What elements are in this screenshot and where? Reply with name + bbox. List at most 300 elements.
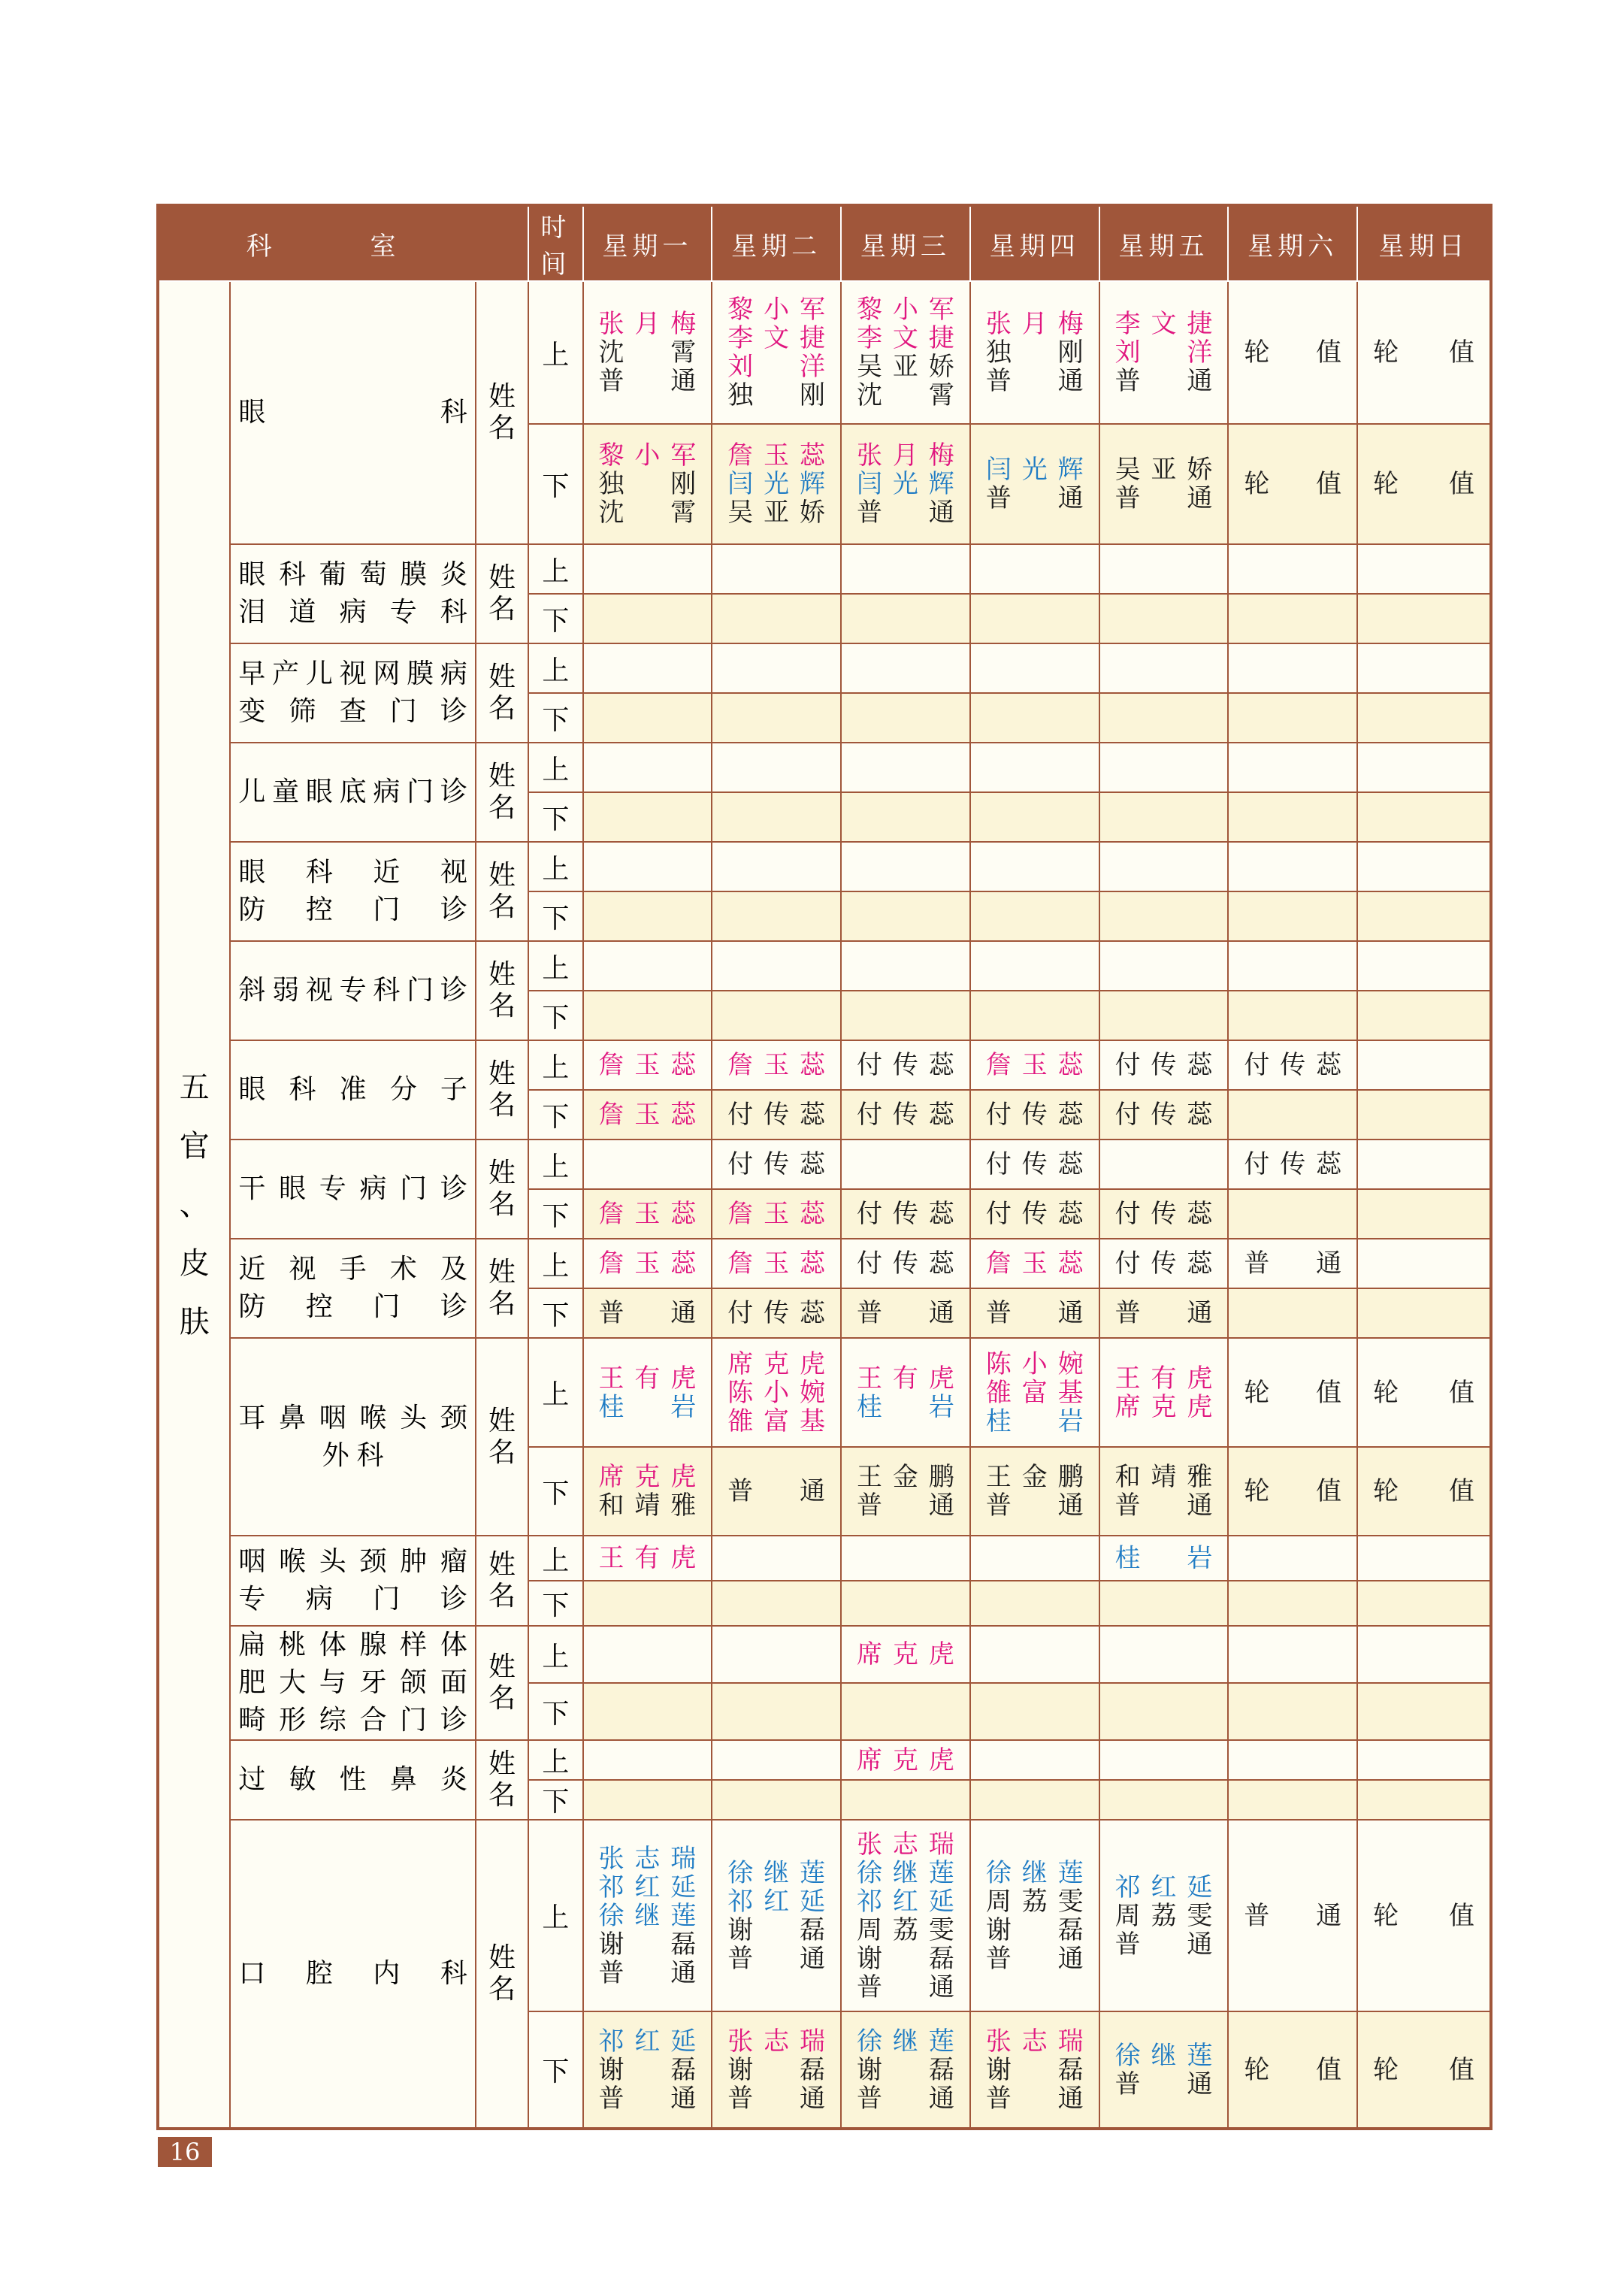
doctor-name: 付 传 蕊 — [1114, 1100, 1213, 1130]
department-name — [230, 1626, 475, 1740]
doctor-name: 闫 光 辉 — [985, 455, 1084, 485]
schedule-cell — [1357, 1447, 1490, 1536]
schedule-cell — [841, 1683, 970, 1740]
schedule-cell — [1357, 594, 1490, 643]
session-am: 上 — [528, 941, 582, 991]
schedule-cell — [970, 991, 1099, 1040]
schedule-cell — [1099, 1447, 1229, 1536]
schedule-cell — [1228, 1239, 1357, 1288]
doctor-name: 普 通 — [857, 1298, 954, 1328]
session-am: 上 — [528, 643, 582, 693]
session-am: 上 — [528, 1040, 582, 1090]
doctor-name: 周 荔 雯 — [857, 1914, 954, 1945]
schedule-cell — [841, 1338, 970, 1447]
doctor-name: 桂 岩 — [598, 1391, 697, 1422]
schedule-cell — [583, 1581, 712, 1626]
schedule-cell — [583, 594, 712, 643]
schedule-row — [159, 1536, 1490, 1581]
doctor-name: 张 志 瑞 — [985, 2026, 1084, 2057]
department-line: 专 病 门 诊 — [238, 1584, 467, 1615]
doctor-name: 普 通 — [598, 1957, 697, 1988]
schedule-cell — [1099, 1140, 1229, 1189]
doctor-name: 轮 值 — [1244, 1377, 1342, 1408]
schedule-cell — [1099, 693, 1229, 743]
schedule-cell — [841, 2011, 970, 2128]
schedule-cell — [1228, 1140, 1357, 1189]
schedule-cell — [712, 1239, 841, 1288]
schedule-cell — [970, 693, 1099, 743]
doctor-name: 黎 小 军 — [727, 295, 826, 325]
schedule-cell — [970, 891, 1099, 941]
name-label: 姓 名 — [476, 1040, 528, 1140]
session-am: 上 — [528, 842, 582, 891]
session-am: 上 — [528, 1239, 582, 1288]
schedule-cell — [583, 1338, 712, 1447]
schedule-cell — [841, 1239, 970, 1288]
schedule-cell — [1357, 1740, 1490, 1780]
schedule-cell — [970, 1338, 1099, 1447]
schedule-cell — [841, 594, 970, 643]
doctor-name: 普 通 — [1114, 483, 1213, 513]
doctor-name: 李 文 捷 — [857, 323, 954, 353]
doctor-name: 詹 玉 蕊 — [598, 1050, 697, 1080]
schedule-cell — [970, 643, 1099, 693]
doctor-name: 谢 磊 — [985, 1914, 1084, 1945]
session-pm: 下 — [528, 991, 582, 1040]
page-number: 16 — [158, 2137, 212, 2167]
schedule-cell — [970, 1239, 1099, 1288]
department-name — [230, 281, 475, 544]
name-label: 姓 名 — [476, 1820, 528, 2128]
schedule-cell — [712, 1740, 841, 1780]
doctor-name: 席 克 虎 — [857, 1639, 954, 1669]
schedule-cell — [841, 544, 970, 594]
schedule-cell — [583, 1683, 712, 1740]
schedule-cell — [1228, 281, 1357, 424]
session-pm: 下 — [528, 2011, 582, 2128]
doctor-name: 普 通 — [1114, 2069, 1213, 2099]
schedule-cell — [1357, 792, 1490, 842]
schedule-cell — [1099, 1090, 1229, 1140]
schedule-cell — [583, 643, 712, 693]
schedule-cell — [841, 1288, 970, 1338]
doctor-name: 王 有 虎 — [598, 1543, 697, 1573]
doctor-name: 黎 小 军 — [598, 440, 697, 471]
schedule-cell — [583, 1140, 712, 1189]
schedule-cell — [1228, 1189, 1357, 1239]
doctor-name: 张 月 梅 — [857, 440, 954, 471]
schedule-cell — [1228, 1338, 1357, 1447]
session-am: 上 — [528, 544, 582, 594]
schedule-cell — [1357, 643, 1490, 693]
doctor-name: 徐 继 莲 — [1114, 2040, 1213, 2071]
doctor-name: 和 靖 雅 — [598, 1491, 697, 1521]
schedule-cell — [1228, 1040, 1357, 1090]
category-char: 官 — [179, 1128, 210, 1164]
schedule-cell — [1228, 1581, 1357, 1626]
session-pm: 下 — [528, 1288, 582, 1338]
schedule-row — [159, 1140, 1490, 1189]
doctor-name: 付 传 蕊 — [1244, 1149, 1342, 1179]
header-day-3: 星期三 — [841, 206, 970, 281]
schedule-cell — [970, 1447, 1099, 1536]
doctor-name: 谢 磊 — [727, 1914, 826, 1945]
schedule-cell — [1357, 1239, 1490, 1288]
doctor-name: 詹 玉 蕊 — [727, 1199, 826, 1229]
header-day-4: 星期四 — [970, 206, 1099, 281]
schedule-cell — [1357, 1090, 1490, 1140]
doctor-name: 普 通 — [598, 366, 697, 396]
doctor-name: 轮 值 — [1373, 469, 1474, 499]
category-char: 皮 — [179, 1245, 210, 1281]
doctor-name: 席 克 虎 — [857, 1745, 954, 1775]
name-label: 姓 名 — [476, 1140, 528, 1239]
schedule-cell — [1228, 594, 1357, 643]
doctor-name: 付 传 蕊 — [727, 1149, 826, 1179]
doctor-name: 沈 霄 — [598, 498, 697, 528]
doctor-name: 付 传 蕊 — [985, 1100, 1084, 1130]
schedule-cell — [583, 743, 712, 792]
doctor-name: 王 有 虎 — [598, 1363, 697, 1394]
schedule-cell — [583, 1090, 712, 1140]
department-line: 泪 道 病 专 科 — [238, 597, 467, 628]
session-am: 上 — [528, 1536, 582, 1581]
doctor-name: 付 传 蕊 — [985, 1149, 1084, 1179]
department-name — [230, 1338, 475, 1536]
department-line: 咽 喉 头 颈 肿 瘤 — [238, 1546, 467, 1577]
schedule-cell — [1099, 1820, 1229, 2011]
schedule-cell — [712, 1040, 841, 1090]
department-line: 眼 科 近 视 — [238, 857, 467, 888]
schedule-cell — [712, 1626, 841, 1683]
schedule-cell — [970, 1780, 1099, 1820]
doctor-name: 席 克 虎 — [598, 1462, 697, 1492]
schedule-cell — [1099, 1288, 1229, 1338]
schedule-cell — [1357, 281, 1490, 424]
doctor-name: 普 通 — [985, 483, 1084, 513]
schedule-cell — [1099, 1189, 1229, 1239]
schedule-cell — [1228, 842, 1357, 891]
doctor-name: 付 传 蕊 — [857, 1248, 954, 1279]
schedule-cell — [1099, 1683, 1229, 1740]
schedule-cell — [583, 1288, 712, 1338]
session-pm: 下 — [528, 792, 582, 842]
doctor-name: 谢 磊 — [857, 2054, 954, 2085]
department-line: 儿 童 眼 底 病 门 诊 — [238, 776, 467, 807]
schedule-cell — [583, 1780, 712, 1820]
department-name — [230, 842, 475, 941]
doctor-name: 詹 玉 蕊 — [598, 1248, 697, 1279]
department-line: 外 科 — [322, 1439, 384, 1471]
schedule-cell — [1099, 1338, 1229, 1447]
department-line: 防 控 门 诊 — [238, 894, 467, 925]
schedule-cell — [1228, 1683, 1357, 1740]
schedule-cell — [970, 842, 1099, 891]
doctor-name: 黎 小 军 — [857, 295, 954, 325]
doctor-name: 王 金 鹏 — [857, 1462, 954, 1492]
session-am: 上 — [528, 281, 582, 424]
doctor-name: 吴 亚 娇 — [727, 498, 826, 528]
doctor-name: 张 志 瑞 — [598, 1843, 697, 1874]
doctor-name: 詹 玉 蕊 — [727, 1050, 826, 1080]
doctor-name: 付 传 蕊 — [857, 1199, 954, 1229]
header-time: 时间 — [528, 206, 582, 281]
doctor-name: 祁 红 延 — [857, 1886, 954, 1917]
department-line: 眼 科 — [238, 397, 467, 428]
doctor-name: 沈 霄 — [857, 380, 954, 410]
name-label: 姓 名 — [476, 544, 528, 643]
department-line: 干 眼 专 病 门 诊 — [238, 1173, 467, 1204]
doctor-name: 普 通 — [857, 2083, 954, 2114]
department-line: 眼 科 准 分 子 — [238, 1074, 467, 1105]
schedule-cell — [583, 424, 712, 544]
schedule-cell — [583, 2011, 712, 2128]
doctor-name: 付 传 蕊 — [1244, 1050, 1342, 1080]
doctor-name: 王 金 鹏 — [985, 1462, 1084, 1492]
category-char: 、 — [179, 1187, 210, 1222]
schedule-cell — [841, 941, 970, 991]
department-name — [230, 941, 475, 1040]
schedule-cell — [1099, 941, 1229, 991]
schedule-cell — [1357, 991, 1490, 1040]
doctor-name: 谢 磊 — [598, 2054, 697, 2085]
schedule-cell — [583, 1626, 712, 1683]
schedule-cell — [1228, 643, 1357, 693]
department-name — [230, 1536, 475, 1626]
department-line: 眼 科 葡 萄 膜 炎 — [238, 559, 467, 590]
schedule-cell — [1357, 1140, 1490, 1189]
schedule-cell — [712, 544, 841, 594]
department-line: 斜 弱 视 专 科 门 诊 — [238, 975, 467, 1006]
schedule-row — [159, 1626, 1490, 1683]
schedule-cell — [841, 1090, 970, 1140]
schedule-cell — [712, 1140, 841, 1189]
schedule-cell — [841, 1820, 970, 2011]
schedule-cell — [841, 792, 970, 842]
header-row — [159, 206, 1490, 281]
doctor-name: 张 志 瑞 — [857, 1829, 954, 1860]
schedule-cell — [1357, 424, 1490, 544]
schedule-cell — [712, 1581, 841, 1626]
doctor-name: 谢 磊 — [727, 2054, 826, 2085]
schedule-cell — [712, 1780, 841, 1820]
schedule-cell — [1228, 544, 1357, 594]
schedule-cell — [712, 643, 841, 693]
schedule-cell — [1228, 1536, 1357, 1581]
doctor-name: 闫 光 辉 — [857, 469, 954, 499]
schedule-cell — [712, 1090, 841, 1140]
department-name — [230, 1820, 475, 2128]
doctor-name: 独 刚 — [985, 337, 1084, 368]
doctor-name: 桂 岩 — [857, 1391, 954, 1422]
schedule-cell — [970, 1040, 1099, 1090]
schedule-cell — [970, 1090, 1099, 1140]
schedule-cell — [970, 1683, 1099, 1740]
doctor-name: 轮 值 — [1244, 469, 1342, 499]
doctor-name: 轮 值 — [1244, 1476, 1342, 1506]
doctor-name: 普 通 — [1114, 1929, 1213, 1960]
schedule-row — [159, 1338, 1490, 1447]
doctor-name: 詹 玉 蕊 — [598, 1100, 697, 1130]
schedule-cell — [583, 544, 712, 594]
doctor-name: 吴 亚 娇 — [857, 352, 954, 382]
schedule-row — [159, 743, 1490, 792]
doctor-name: 张 月 梅 — [598, 309, 697, 339]
schedule-cell — [1228, 693, 1357, 743]
schedule-cell — [970, 941, 1099, 991]
name-label: 姓 名 — [476, 281, 528, 544]
schedule-cell — [970, 1820, 1099, 2011]
schedule-cell — [583, 792, 712, 842]
schedule-cell — [1099, 1780, 1229, 1820]
schedule-cell — [1357, 842, 1490, 891]
schedule-cell — [1228, 1447, 1357, 1536]
department-name — [230, 743, 475, 842]
doctor-name: 雒 富 基 — [727, 1406, 826, 1436]
schedule-cell — [712, 424, 841, 544]
doctor-name: 普 通 — [727, 1943, 826, 1974]
doctor-name: 詹 玉 蕊 — [727, 1248, 826, 1279]
doctor-name: 普 通 — [857, 1491, 954, 1521]
doctor-name: 詹 玉 蕊 — [598, 1199, 697, 1229]
doctor-name: 普 通 — [985, 1298, 1084, 1328]
doctor-name: 徐 继 莲 — [727, 1857, 826, 1888]
schedule-cell — [970, 1288, 1099, 1338]
doctor-name: 沈 霄 — [598, 337, 697, 368]
doctor-name: 祁 红 延 — [598, 2026, 697, 2057]
name-label: 姓 名 — [476, 743, 528, 842]
schedule-cell — [1357, 1683, 1490, 1740]
session-pm: 下 — [528, 1189, 582, 1239]
schedule-row — [159, 941, 1490, 991]
schedule-cell — [970, 792, 1099, 842]
schedule-cell — [970, 1140, 1099, 1189]
doctor-name: 轮 值 — [1244, 337, 1342, 368]
schedule-cell — [1228, 1820, 1357, 2011]
schedule-cell — [712, 1447, 841, 1536]
schedule-cell — [712, 792, 841, 842]
doctor-name: 詹 玉 蕊 — [727, 440, 826, 471]
doctor-name: 周 荔 雯 — [985, 1886, 1084, 1917]
schedule-cell — [841, 1447, 970, 1536]
doctor-name: 普 通 — [857, 498, 954, 528]
schedule-cell — [712, 891, 841, 941]
schedule-cell — [712, 594, 841, 643]
schedule-cell — [583, 1040, 712, 1090]
name-label: 姓 名 — [476, 1740, 528, 1820]
session-am: 上 — [528, 1626, 582, 1683]
schedule-cell — [970, 281, 1099, 424]
doctor-name: 普 通 — [727, 1476, 826, 1506]
schedule-cell — [1099, 1040, 1229, 1090]
schedule-cell — [1357, 1536, 1490, 1581]
doctor-name: 独 刚 — [598, 469, 697, 499]
session-pm: 下 — [528, 1683, 582, 1740]
doctor-name: 徐 继 莲 — [857, 2026, 954, 2057]
doctor-name: 祁 红 延 — [1114, 1872, 1213, 1902]
session-pm: 下 — [528, 1090, 582, 1140]
doctor-name: 刘 洋 — [727, 352, 826, 382]
doctor-name: 独 刚 — [727, 380, 826, 410]
doctor-name: 付 传 蕊 — [1114, 1248, 1213, 1279]
schedule-cell — [712, 1288, 841, 1338]
schedule-cell — [583, 1447, 712, 1536]
doctor-name: 祁 红 延 — [598, 1872, 697, 1902]
session-am: 上 — [528, 1338, 582, 1447]
schedule-cell — [1099, 743, 1229, 792]
doctor-name: 普 通 — [598, 2083, 697, 2114]
schedule-cell — [841, 1040, 970, 1090]
schedule-row — [159, 281, 1490, 424]
schedule-cell — [712, 743, 841, 792]
schedule-cell — [583, 1536, 712, 1581]
schedule-cell — [841, 1189, 970, 1239]
schedule-cell — [970, 1536, 1099, 1581]
schedule-cell — [841, 991, 970, 1040]
doctor-name: 席 克 虎 — [727, 1348, 826, 1379]
schedule-cell — [583, 693, 712, 743]
schedule-cell — [1357, 2011, 1490, 2128]
header-day-7: 星期日 — [1357, 206, 1490, 281]
doctor-name: 王 有 虎 — [857, 1363, 954, 1394]
schedule-cell — [1228, 743, 1357, 792]
doctor-name: 普 通 — [1244, 1900, 1342, 1931]
schedule-cell — [1357, 941, 1490, 991]
doctor-name: 普 通 — [985, 2083, 1084, 2114]
schedule-row — [159, 544, 1490, 594]
schedule-cell — [712, 941, 841, 991]
department-name — [230, 1140, 475, 1239]
department-name — [230, 1740, 475, 1820]
schedule-row — [159, 1239, 1490, 1288]
schedule-cell — [583, 1820, 712, 2011]
department-line: 早 产 儿 视 网 膜 病 — [238, 658, 467, 689]
schedule-cell — [1357, 1338, 1490, 1447]
doctor-name: 付 传 蕊 — [857, 1100, 954, 1130]
schedule-cell — [1357, 544, 1490, 594]
schedule-cell — [1099, 1581, 1229, 1626]
schedule-cell — [970, 1626, 1099, 1683]
schedule-row — [159, 842, 1490, 891]
name-label: 姓 名 — [476, 1239, 528, 1338]
department-line: 近 视 手 术 及 — [238, 1254, 467, 1285]
schedule-cell — [1099, 792, 1229, 842]
schedule-cell — [970, 1581, 1099, 1626]
doctor-name: 祁 红 延 — [727, 1886, 826, 1917]
department-line: 扁 桃 体 腺 样 体 — [238, 1630, 467, 1660]
session-pm: 下 — [528, 594, 582, 643]
schedule-cell — [1099, 1626, 1229, 1683]
doctor-name: 普 通 — [1114, 1491, 1213, 1521]
doctor-name: 谢 磊 — [985, 2054, 1084, 2085]
schedule-cell — [1357, 1780, 1490, 1820]
session-am: 上 — [528, 1140, 582, 1189]
doctor-name: 张 志 瑞 — [727, 2026, 826, 2057]
schedule-cell — [712, 693, 841, 743]
schedule-cell — [1099, 991, 1229, 1040]
session-am: 上 — [528, 1740, 582, 1780]
schedule-cell — [841, 424, 970, 544]
schedule-row — [159, 643, 1490, 693]
schedule-cell — [1099, 643, 1229, 693]
schedule-cell — [1357, 1626, 1490, 1683]
session-pm: 下 — [528, 1780, 582, 1820]
doctor-name: 普 通 — [1244, 1248, 1342, 1279]
schedule-cell — [712, 1338, 841, 1447]
doctor-name: 李 文 捷 — [1114, 309, 1213, 339]
schedule-row — [159, 1040, 1490, 1090]
doctor-name: 轮 值 — [1373, 1900, 1474, 1931]
